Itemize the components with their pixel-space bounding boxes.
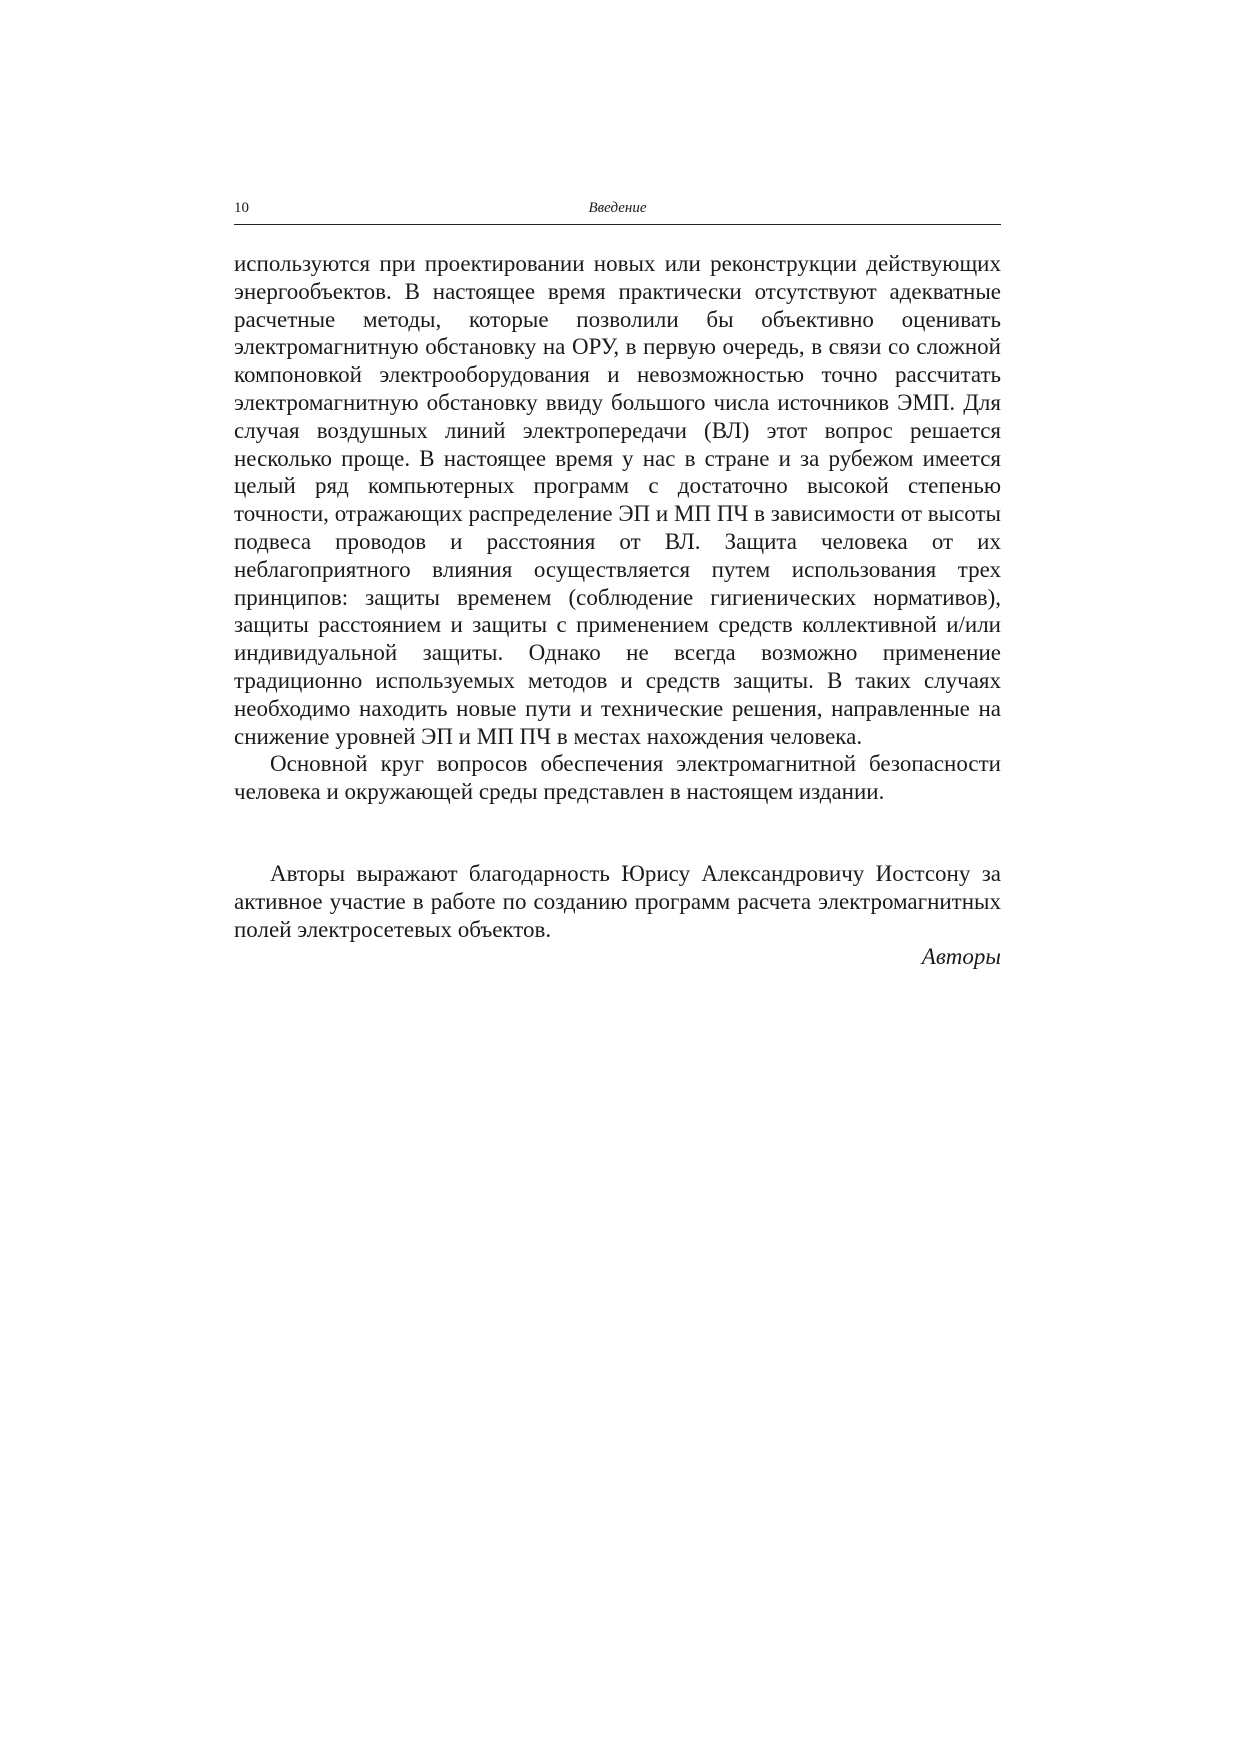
paragraph-2: Основной круг вопросов обеспечения электромагнитной безопасности человека и окружающей среды представлен в настоящем издании.	[234, 751, 1001, 805]
page-number: 10	[234, 200, 249, 216]
page-header	[234, 198, 1001, 225]
running-title: Введение	[588, 200, 647, 216]
signature-authors: Авторы	[921, 944, 1001, 970]
main-text	[234, 250, 1001, 806]
paragraph-1: используются при проектировании новых или реконструкции действующих энергообъектов. В настоящее время практически отсутствуют адекватные расчетные методы, которые позволили бы объективно оценивать электромагнитную обстановку на ОРУ, в первую очередь, в связи со сложной компоновкой электрооборудования и невозможностью точно рассчитать электромагнитную обстановку ввиду большого числа источников ЭМП. Для случая воздушных линий электропередачи (ВЛ) этот вопрос решается несколько проще. В настоящее время у нас в стране и за рубежом имеется целый ряд компьютерных программ с достаточно высокой степенью точности, отражающих распределение ЭП и МП ПЧ в зависимости от высоты подвеса проводов и расстояния от ВЛ. Защита человека от их неблагоприятного влияния осуществляется путем использования трех принципов: защиты временем (соблюдение гигиенических нормативов), защиты расстоянием и защиты с применением средств коллективной и/или индивидуальной защиты. Однако не всегда возможно применение традиционно используемых методов и средств защиты. В таких случаях необходимо находить новые пути и технические решения, направленные на снижение уровней ЭП и МП ПЧ в местах нахождения человека.	[234, 251, 1001, 749]
acknowledgement-block	[234, 860, 1001, 971]
acknowledgement-paragraph: Авторы выражают благодарность Юрису Александровичу Иостсону за активное участие в работе по созданию программ расчета электромагнитных полей электросетевых объектов.	[234, 861, 1001, 942]
